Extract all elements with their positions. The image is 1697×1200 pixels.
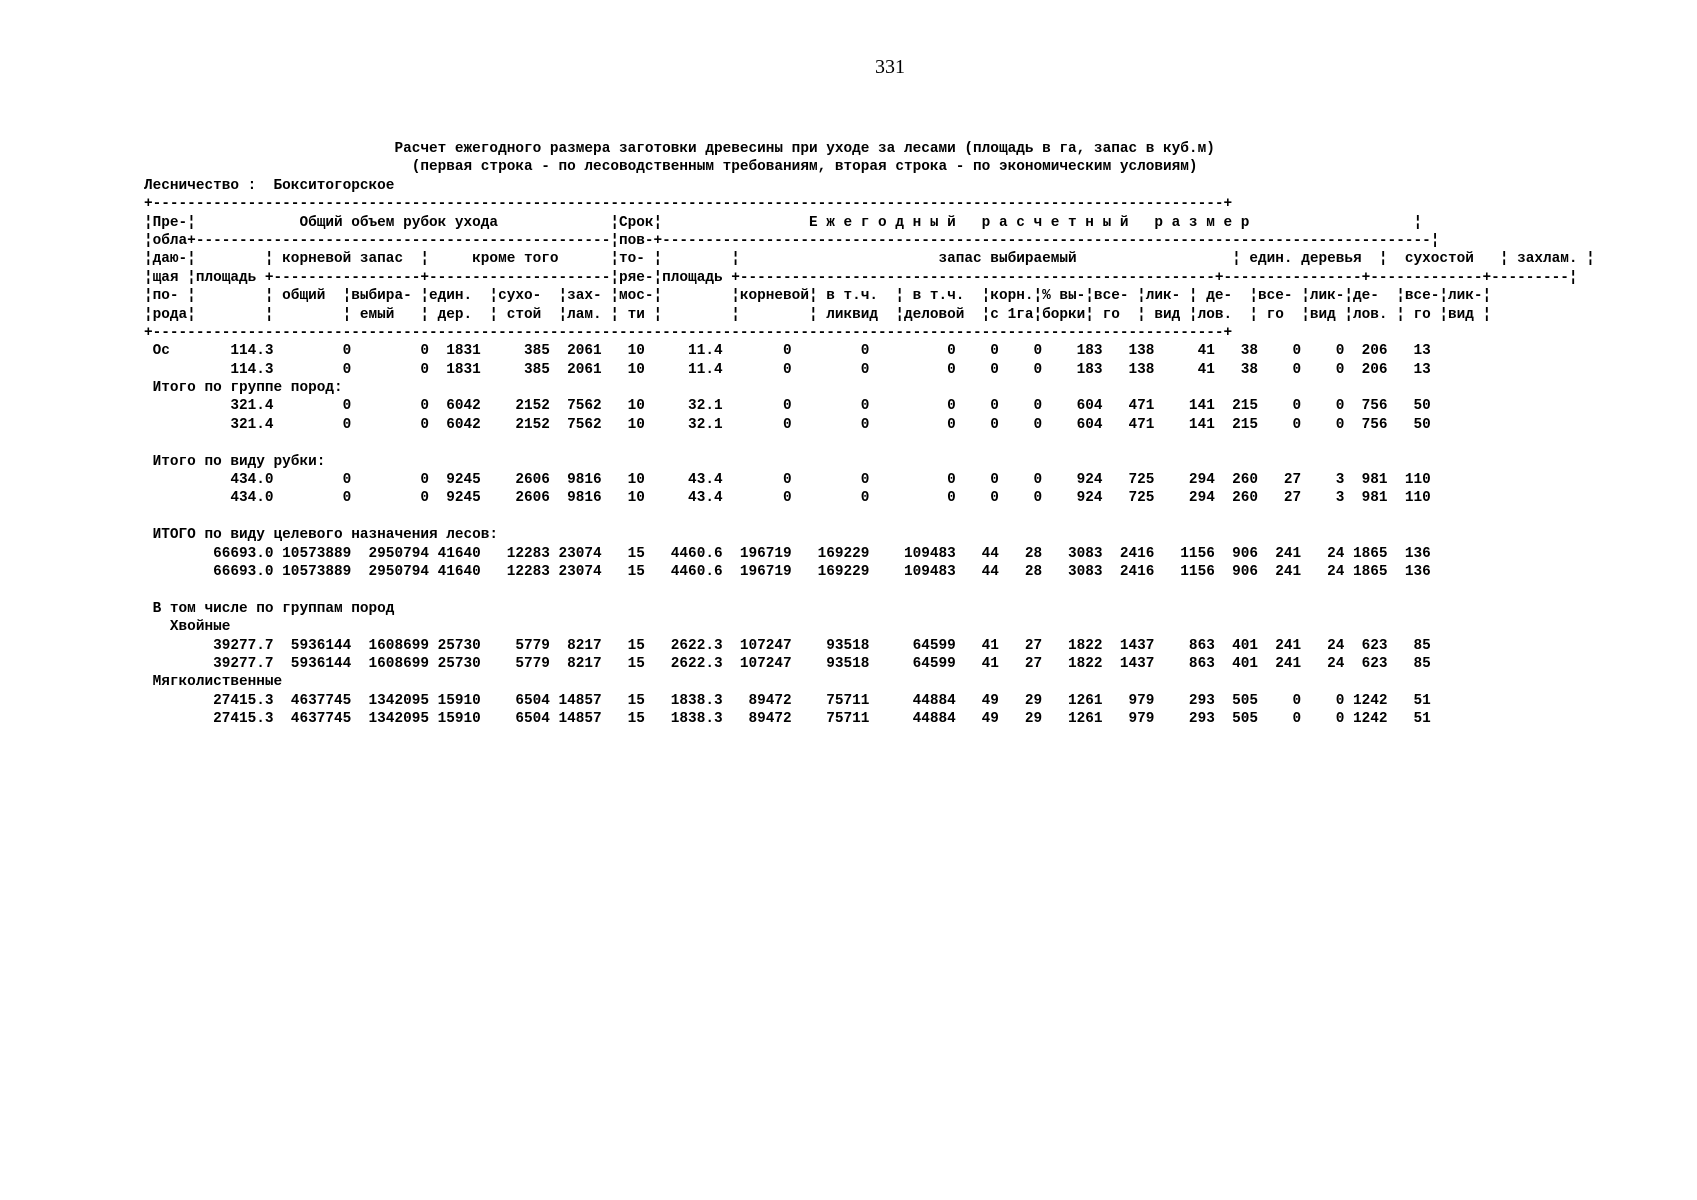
table-header-line: +----------------------------------------------------------------------------------------------------------------------------+ [144,324,1233,341]
table-row: 66693.0 10573889 2950794 41640 12283 23074 15 4460.6 196719 169229 109483 44 28 3083 2416 1156 906 241 24 1865 136 [144,563,1431,580]
table-row: 114.3 0 0 1831 385 2061 10 11.4 0 0 0 0 0 183 138 41 38 0 0 206 13 [144,361,1431,378]
cut-total-label: Итого по виду рубки: [144,453,326,470]
forestry-line: Лесничество : Бокситогорское [144,177,395,194]
table-row: 39277.7 5936144 1608699 25730 5779 8217 15 2622.3 107247 93518 64599 41 27 1822 1437 863 401 241 24 623 85 [144,637,1431,654]
species-groups-label: В том числе по группам пород [144,600,395,617]
blank-line [144,434,1595,452]
group-total-label: Итого по группе пород: [144,380,343,397]
report-subtitle-line: (первая строка - по лесоводственным требованиям, вторая строка - по экономическим условиям) [144,159,1198,176]
purpose-total-label: ИТОГО по виду целевого назначения лесов: [144,527,499,544]
blank-line [144,508,1595,526]
table-row: 27415.3 4637745 1342095 15910 6504 14857 15 1838.3 89472 75711 44884 49 29 1261 979 293 505 0 0 1242 51 [144,711,1431,728]
coniferous-label: Хвойные [144,619,231,636]
table-row: 434.0 0 0 9245 2606 9816 10 43.4 0 0 0 0 0 924 725 294 260 27 3 981 110 [144,490,1431,507]
table-header-line: ¦Пре-¦ Общий объем рубок ухода ¦Срок¦ Е ж е г о д н ы й р а с ч е т н ы й р а з м е р ¦ [144,214,1423,231]
blank-line [144,581,1595,599]
table-row: 27415.3 4637745 1342095 15910 6504 14857 15 1838.3 89472 75711 44884 49 29 1261 979 293 505 0 0 1242 51 [144,692,1431,709]
table-row: Ос 114.3 0 0 1831 385 2061 10 11.4 0 0 0 0 0 183 138 41 38 0 0 206 13 [144,343,1431,360]
page-number: 331 [875,56,905,78]
table-header-line: ¦щая ¦площадь +-----------------+---------------------¦ряе-¦площадь +-------------------------------------------------------+----------------+-------------+---------¦ [144,269,1578,286]
report-title-line: Расчет ежегодного размера заготовки древесины при уходе за лесами (площадь в га, запас в куб.м) [144,141,1215,157]
table-row: 434.0 0 0 9245 2606 9816 10 43.4 0 0 0 0 0 924 725 294 260 27 3 981 110 [144,472,1431,489]
table-row: 66693.0 10573889 2950794 41640 12283 23074 15 4460.6 196719 169229 109483 44 28 3083 2416 1156 906 241 24 1865 136 [144,545,1431,562]
softwood-label: Мягколиственные [144,674,283,691]
table-row: 321.4 0 0 6042 2152 7562 10 32.1 0 0 0 0 0 604 471 141 215 0 0 756 50 [144,398,1431,415]
table-row: 321.4 0 0 6042 2152 7562 10 32.1 0 0 0 0 0 604 471 141 215 0 0 756 50 [144,416,1431,433]
table-header-line: ¦по- ¦ ¦ общий ¦выбира- ¦един. ¦сухо- ¦зах- ¦мос-¦ ¦корневой¦ в т.ч. ¦ в т.ч. ¦корн.¦% вы-¦все- ¦лик- ¦ де- ¦все- ¦лик-¦де- ¦все-¦лик-¦ [144,288,1492,305]
table-row: 39277.7 5936144 1608699 25730 5779 8217 15 2622.3 107247 93518 64599 41 27 1822 1437 863 401 241 24 623 85 [144,655,1431,672]
table-header-line: ¦обла+------------------------------------------------¦пов-+-----------------------------------------------------------------------------------------¦ [144,232,1440,249]
report-block [144,140,1595,729]
table-header-line: ¦даю-¦ ¦ корневой запас ¦ кроме того ¦то- ¦ ¦ запас выбираемый ¦ един. деревья ¦ сухостой ¦ захлам. ¦ [144,251,1595,268]
table-header-line: +----------------------------------------------------------------------------------------------------------------------------+ [144,196,1233,213]
table-header-line: ¦рода¦ ¦ ¦ емый ¦ дер. ¦ стой ¦лам. ¦ ти ¦ ¦ ¦ ликвид ¦деловой ¦с 1га¦борки¦ го ¦ вид ¦лов. ¦ го ¦вид ¦лов. ¦ го ¦вид ¦ [144,306,1492,323]
